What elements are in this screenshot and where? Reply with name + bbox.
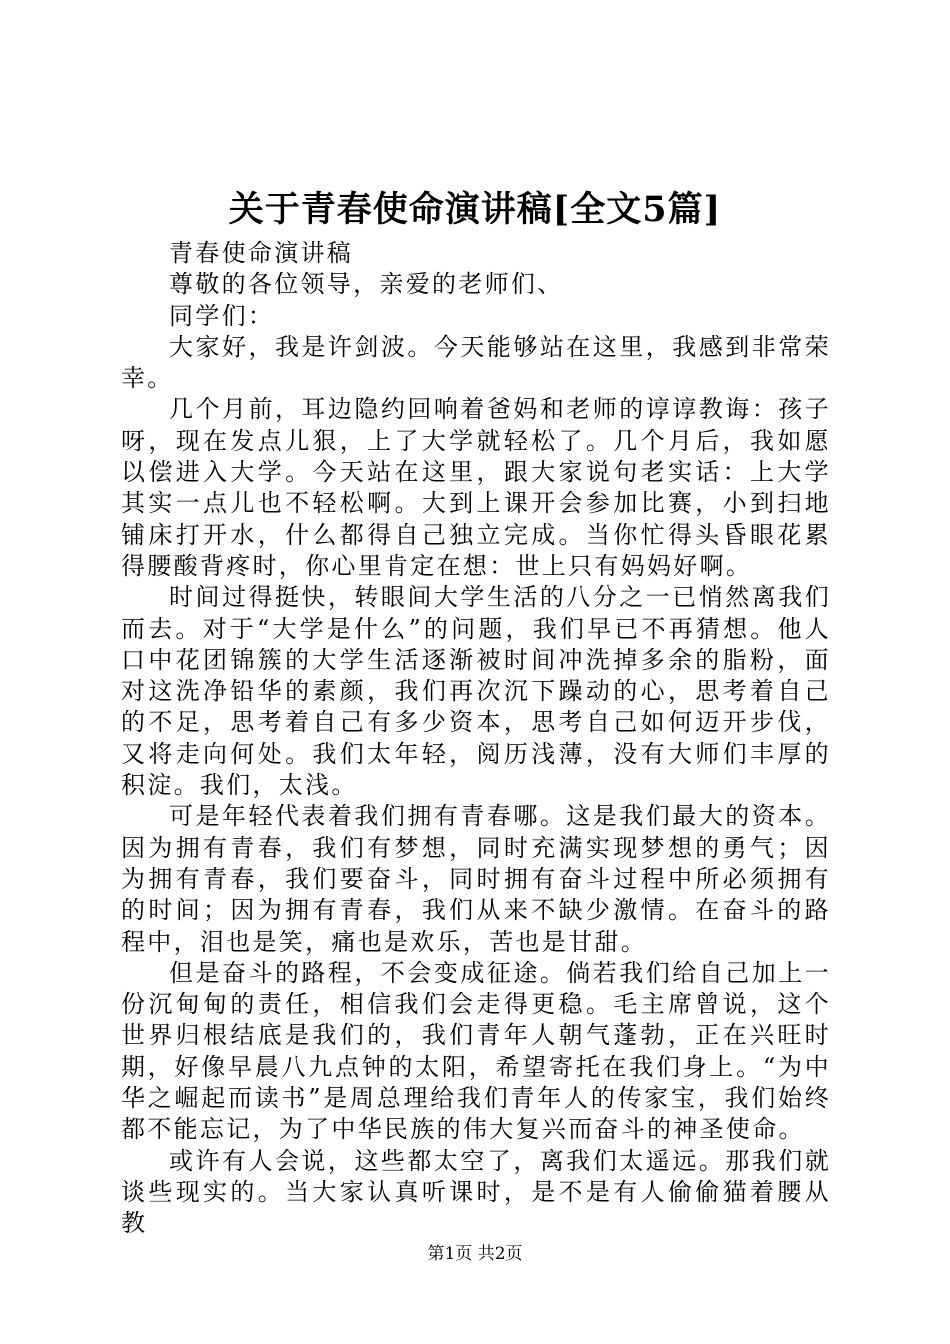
paragraph: 青春使命演讲稿 xyxy=(169,239,354,267)
paragraph: 或许有人会说，这些都太空了，离我们太遥远。那我们就谈些现实的。当大家认真听课时，是不是有人偷偷猫着腰从教 xyxy=(121,1146,831,1238)
paragraph: 时间过得挺快，转眼间大学生活的八分之一已悄然离我们而去。对于“大学是什么”的问题，我们早已不再猜想。他人口中花团锦簇的大学生活逐渐被时间冲洗掉多余的脂粉，面对这洗净铅华的素颜，我们再次沉下躁动的心，思考着自己的不足，思考着自己有多少资本，思考自己如何迈开步伐，又将走向何处。我们太年轻，阅历浅薄，没有大师们丰厚的积淀。我们，太浅。 xyxy=(121,583,831,800)
document-title: 关于青春使命演讲稿[全文5篇] xyxy=(228,189,722,230)
page-number-footer: 第1页 共2页 xyxy=(427,1244,523,1264)
paragraph: 同学们： xyxy=(169,301,275,330)
paragraph: 大家好，我是许剑波。今天能够站在这里，我感到非常荣幸。 xyxy=(121,332,831,393)
paragraph: 尊敬的各位领导，亲爱的老师们、 xyxy=(169,270,564,299)
paragraph: 但是奋斗的路程，不会变成征途。倘若我们给自己加上一份沉甸甸的责任，相信我们会走得更稳。毛主席曾说，这个世界归根结底是我们的，我们青年人朝气蓬勃，正在兴旺时期，好像早晨八九点钟的太阳，希望寄托在我们身上。“为中华之崛起而读书”是周总理给我们青年人的传家宝，我们始终都不能忘记，为了中华民族的伟大复兴而奋斗的神圣使命。 xyxy=(121,958,831,1144)
paragraph: 几个月前，耳边隐约回响着爸妈和老师的谆谆教诲：孩子呀，现在发点儿狠，上了大学就轻松了。几个月后，我如愿以偿进入大学。今天站在这里，跟大家说句老实话：上大学其实一点儿也不轻松啊。大到上课开会参加比赛，小到扫地铺床打开水，什么都得自己独立完成。当你忙得头昏眼花累得腰酸背疼时，你心里肯定在想：世上只有妈妈好啊。 xyxy=(121,395,831,580)
paragraph: 可是年轻代表着我们拥有青春哪。这是我们最大的资本。因为拥有青春，我们有梦想，同时充满实现梦想的勇气；因为拥有青春，我们要奋斗，同时拥有奋斗过程中所必须拥有的时间；因为拥有青春，我们从来不缺少激情。在奋斗的路程中，泪也是笑，痛也是欢乐，苦也是甘甜。 xyxy=(121,802,831,956)
document-body xyxy=(121,238,831,1240)
